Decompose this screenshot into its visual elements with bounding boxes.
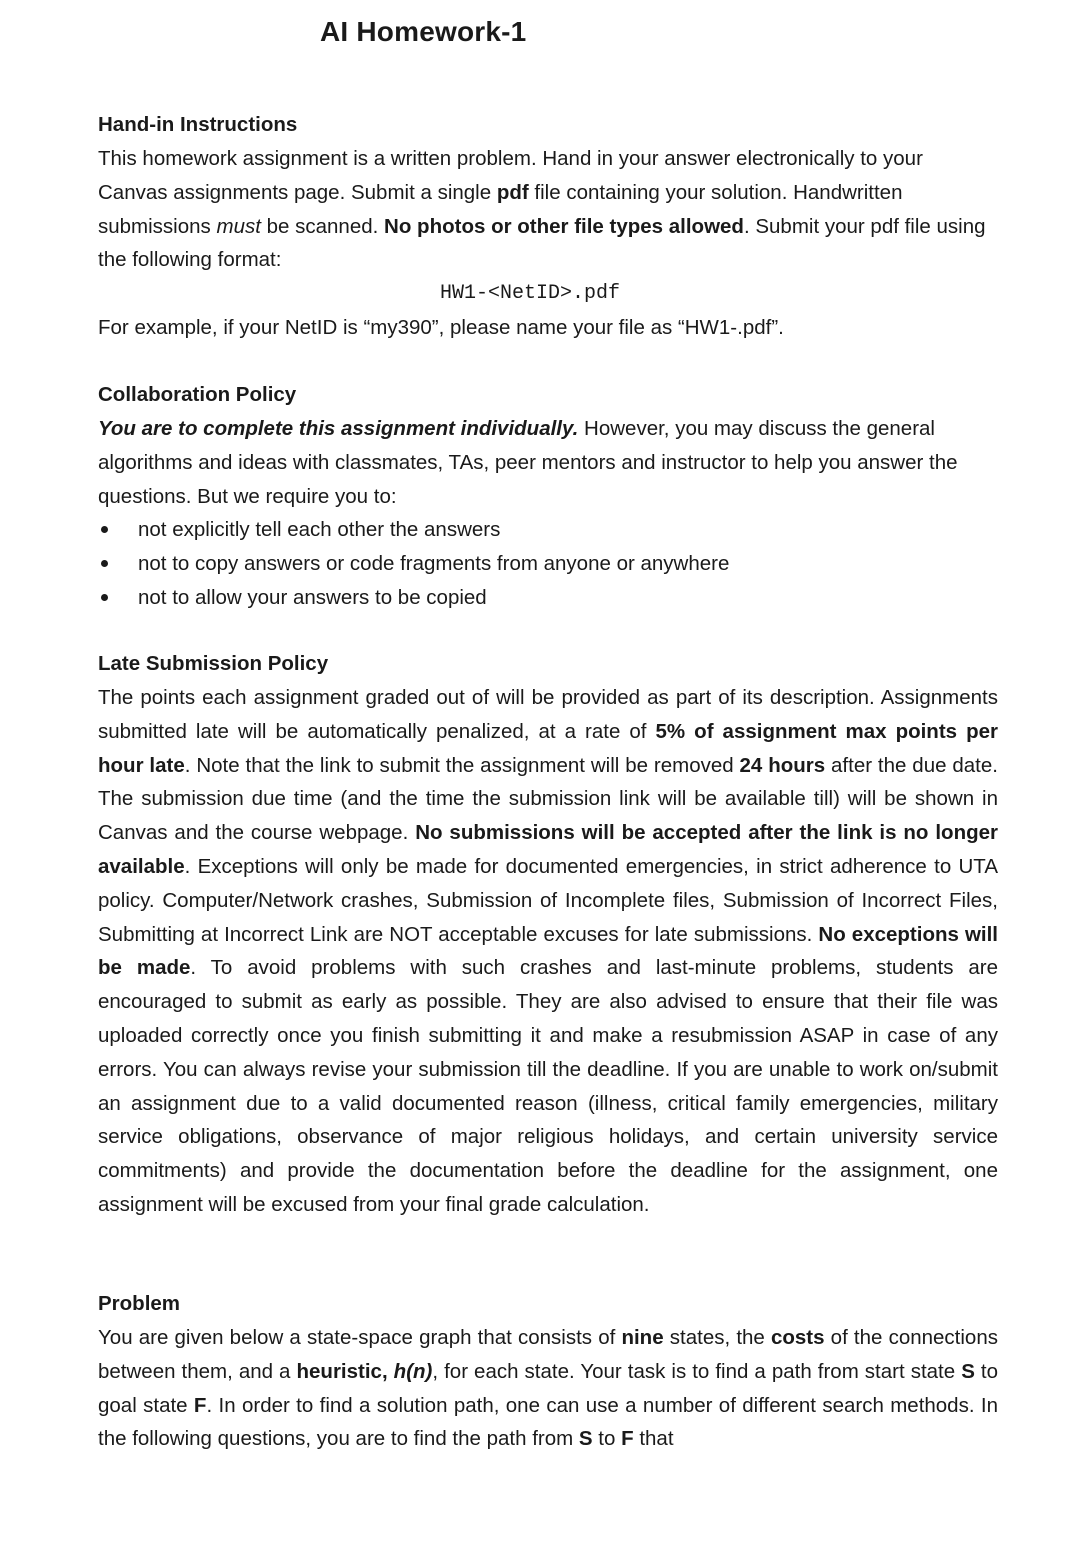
late-policy-paragraph: The points each assignment graded out of will be provided as part of its description. Assignments submitted late will be automatically penalized, at a rate of 5% of assignment max points per hour late. Note that the link to submit the assignment will be removed 24 hours after the due date. The submission due time (and the time the submission link will be available till) will be shown in Canvas and the course webpage. No submissions will be accepted after the link is no longer available. Exceptions will only be made for documented emergencies, in strict adherence to UTA policy. Computer/Network crashes, Submission of Incomplete files, Submission of Incorrect Files, Submitting at Incorrect Link are NOT acceptable excuses for late submissions. No exceptions will be made. To avoid problems with such crashes and last-minute problems, students are encouraged to submit as early as possible. They are also advised to ensure that their file was uploaded correctly once you finish submitting it and make a resubmission ASAP in case of any errors. You can always revise your submission till the deadline. If you are unable to work on/submit an assignment due to a valid documented reason (illness, critical family emergencies, military service obligations, observance of major religious holidays, and certain university service commitments) and provide the documentation before the deadline for the assignment, one assignment will be excused from your final grade calculation. [98,686,998,1216]
handin-section [98,108,998,345]
collaboration-rules-list [98,513,998,615]
problem-paragraph: You are given below a state-space graph that consists of nine states, the costs of the connections between them, and a heuristic, h(n), for each state. Your task is to find a path from start state S to goal state F. In order to find a solution path, one can use a number of different search methods. In the following questions, you are to find the path from S to F that [98,1326,998,1451]
problem-heading: Problem [98,1292,181,1315]
list-item: not explicitly tell each other the answers [98,513,998,547]
collaboration-paragraph: You are to complete this assignment individually. However, you may discuss the general algorithms and ideas with classmates, TAs, peer mentors and instructor to help you answer the questions. But we require you to: [98,417,958,508]
filename-example: For example, if your NetID is “my390”, please name your file as “HW1-.pdf”. [98,316,784,340]
individual-emphasis: You are to complete this assignment individually. [98,417,579,440]
pdf-emphasis: pdf [496,180,529,204]
handin-heading: Hand-in Instructions [98,113,298,136]
late-policy-section [98,647,998,1222]
problem-section [98,1287,998,1456]
collaboration-section [98,378,998,615]
penalty-rate-emphasis: 5% of assignment max points per hour late [98,719,998,777]
filename-format: HW1-<NetID>.pdf [440,282,621,306]
must-emphasis: must [216,214,261,238]
late-policy-heading: Late Submission Policy [98,652,329,675]
list-item: not to copy answers or code fragments from anyone or anywhere [98,547,998,581]
no-accept-emphasis: No submissions will be accepted after the link is no longer available [98,821,998,878]
list-item: not to allow your answers to be copied [98,581,998,615]
no-photos-emphasis: No photos or other file types allowed [384,214,744,238]
no-exceptions-emphasis: No exceptions will be made [98,922,998,980]
collaboration-heading: Collaboration Policy [98,383,297,406]
hours-emphasis: 24 hours [739,753,826,777]
document-title: AI Homework-1 [320,16,527,47]
handin-paragraph: This homework assignment is a written problem. Hand in your answer electronically to your Canvas assignments page. Submit a single pdf file containing your solution. Handwritten submissions must be scanned. No photos or other file types allowed. Submit your pdf file using the following format: [98,147,986,272]
